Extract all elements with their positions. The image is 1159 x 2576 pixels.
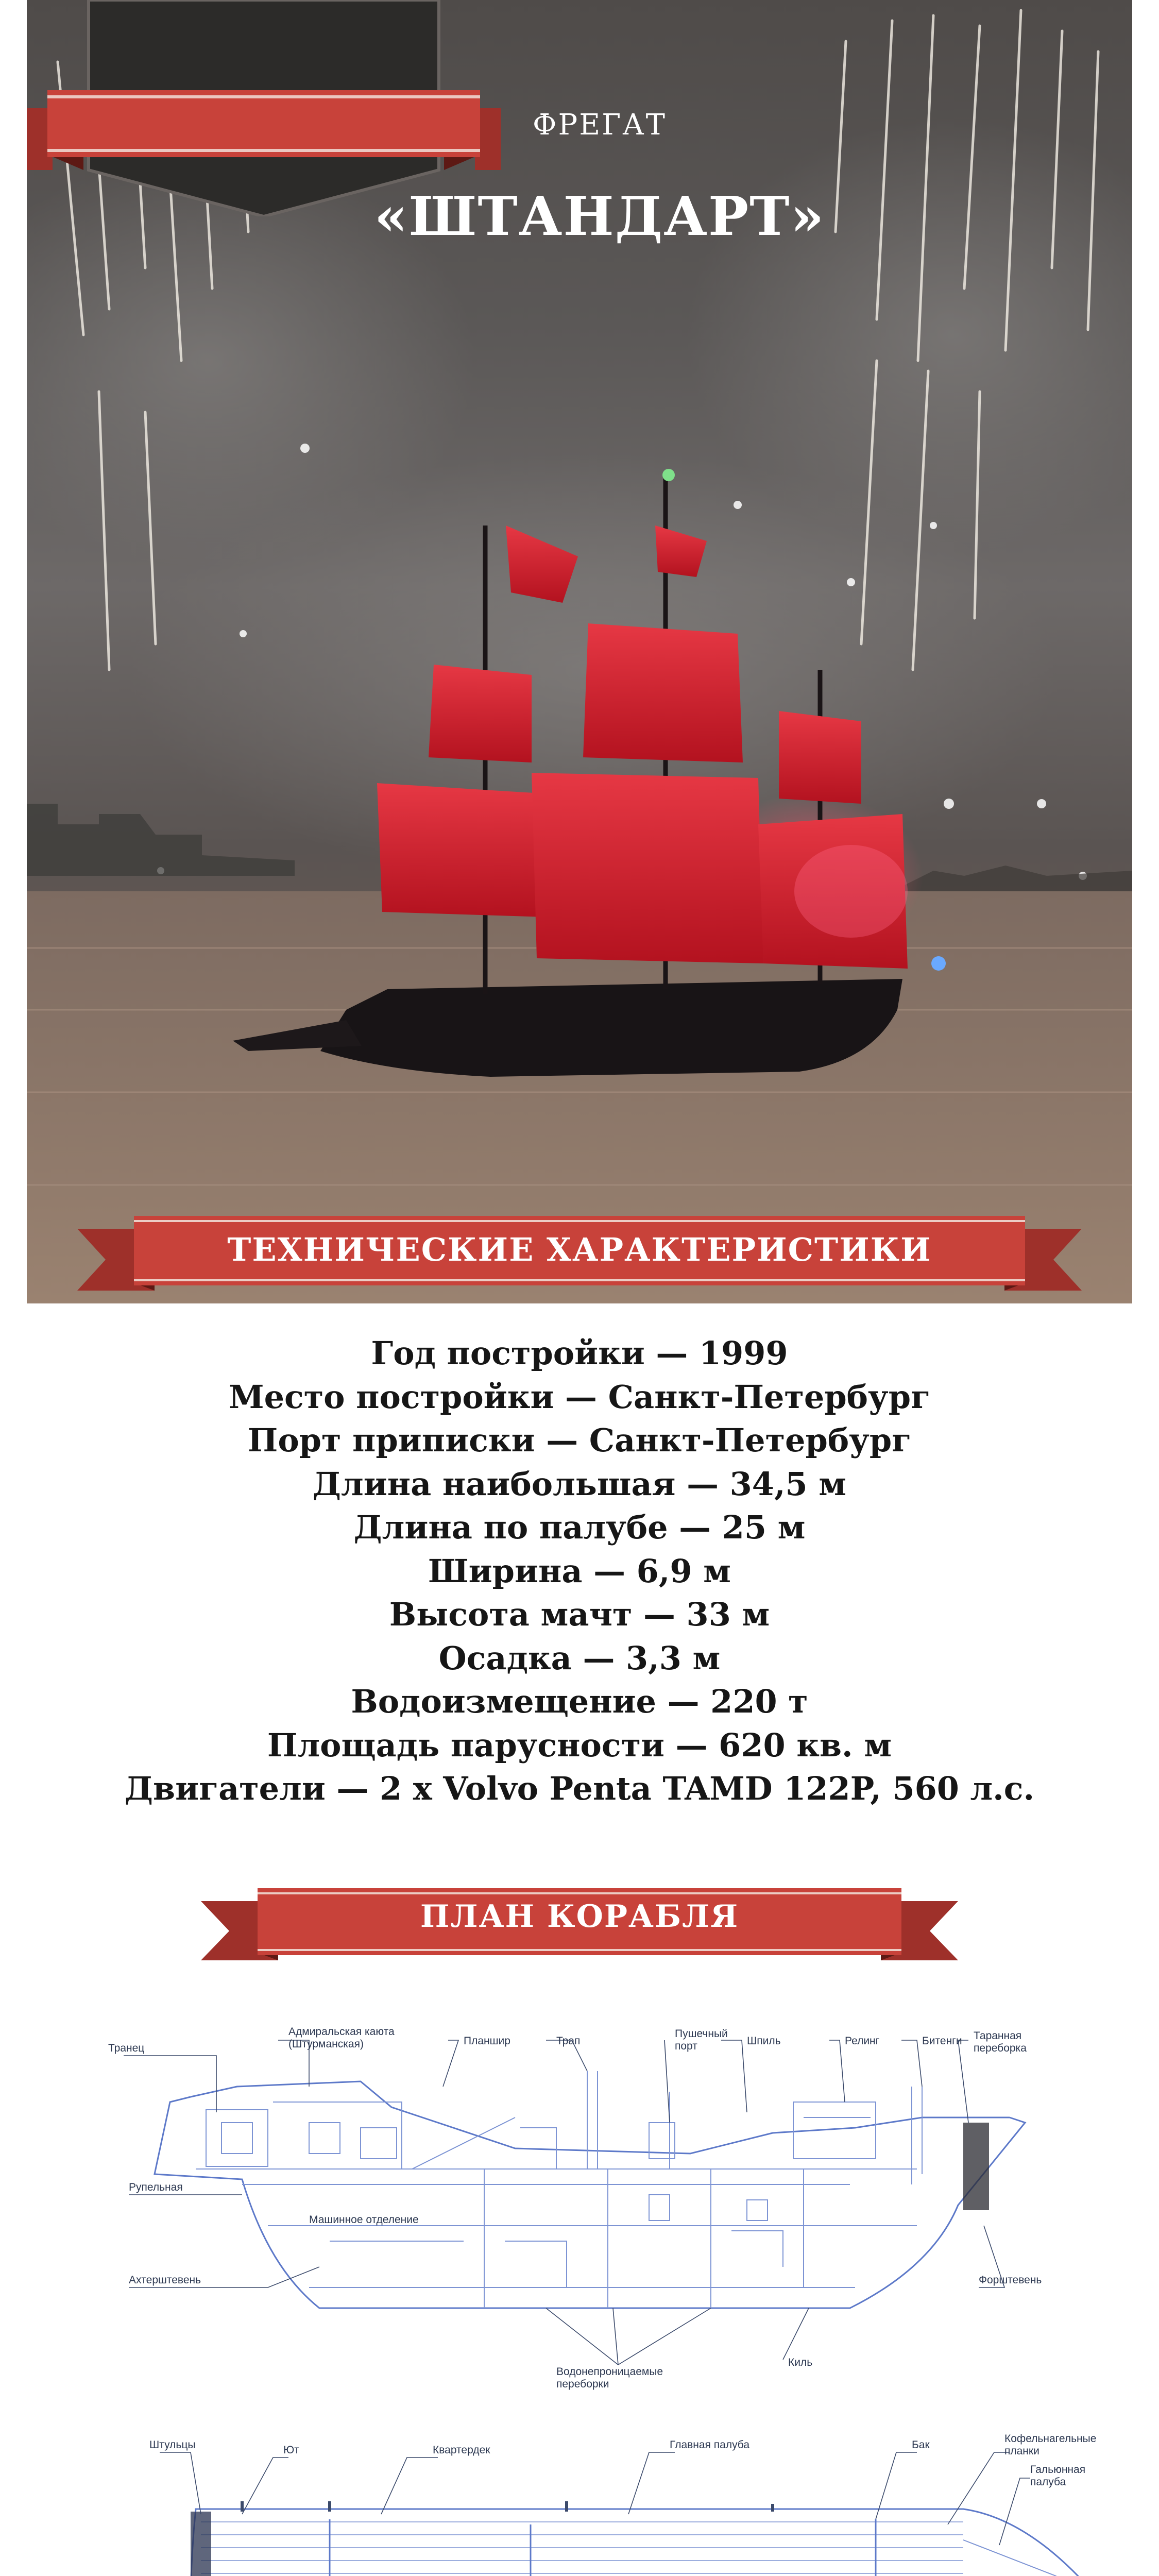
label-gun-port: Пушечный (675, 2028, 728, 2040)
specs-header-ribbon (77, 1206, 1082, 1303)
label-bulkheads-sub: переборки (556, 2378, 609, 2390)
label-rupelnaya: Рупельная (129, 2181, 183, 2193)
label-bitengi: Битенги (922, 2035, 962, 2047)
label-admiral-cabin: Адмиральская каюта (288, 2026, 395, 2038)
plate-word: ФРЕГАТ (533, 108, 667, 142)
specs-header-text: ТЕХНИЧЕСКИЕ ХАРАКТЕРИСТИКИ (227, 1230, 932, 1268)
label-main-deck: Главная палуба (670, 2439, 750, 2451)
label-tranets: Транец (108, 2042, 145, 2054)
label-forecastle: Бак (912, 2439, 930, 2451)
label-collision-bulkhead-sub: переборка (974, 2042, 1027, 2054)
label-shtultsy-top: Штульцы (149, 2439, 196, 2451)
plan-header-ribbon (201, 1875, 958, 1968)
top-view-labels (0, 2421, 1159, 2576)
spec-year: Год постройки — 1999 (371, 1334, 788, 1372)
label-collision-bulkhead: Таранная (974, 2030, 1022, 2042)
label-shpil: Шпиль (747, 2035, 781, 2047)
label-pin-rails-sub: планки (1004, 2445, 1039, 2457)
spec-length-overall: Длина наибольшая — 34,5 м (312, 1465, 847, 1503)
specs-list (0, 1332, 1159, 1811)
label-stem: Форштевень (979, 2274, 1042, 2286)
label-head-deck-sub: палуба (1030, 2476, 1066, 2488)
label-gun-port-sub: порт (675, 2040, 697, 2052)
label-sternpost: Ахтерштевень (129, 2274, 201, 2286)
plan-top-view (0, 2421, 1159, 2576)
label-quarterdeck: Квартердек (433, 2444, 490, 2456)
spec-displacement: Водоизмещение — 220 т (351, 1683, 808, 1720)
spec-sail-area: Площадь парусности — 620 кв. м (267, 1726, 892, 1764)
hero-image (27, 0, 1132, 1303)
label-pin-rails: Кофельнагельные (1004, 2433, 1097, 2445)
label-keel: Киль (788, 2357, 813, 2368)
spec-width: Ширина — 6,9 м (428, 1552, 731, 1590)
label-trap: Трап (556, 2035, 581, 2047)
label-bulkheads: Водонепроницаемые (556, 2366, 663, 2378)
side-view-labels (0, 1999, 1159, 2391)
plan-header-text: ПЛАН КОРАБЛЯ (420, 1899, 739, 1935)
spec-draft: Осадка — 3,3 м (438, 1639, 721, 1677)
label-reling: Релинг (845, 2035, 880, 2047)
spec-deck-length: Длина по палубе — 25 м (353, 1509, 806, 1546)
label-head-deck: Гальюнная (1030, 2464, 1086, 2476)
plan-side-view (0, 1999, 1159, 2391)
spec-home-port: Порт приписки — Санкт-Петербург (247, 1421, 912, 1459)
label-engine-room: Машинное отделение (309, 2214, 419, 2226)
spec-engines: Двигатели — 2 x Volvo Penta TAMD 122P, 560 л.с. (124, 1770, 1035, 1807)
spec-build-place: Место постройки — Санкт-Петербург (228, 1378, 931, 1416)
spec-mast-height: Высота мачт — 33 м (389, 1596, 770, 1633)
label-admiral-cabin-sub: (Штурманская) (288, 2038, 364, 2050)
ship-name: «ШТАНДАРТ» (374, 184, 825, 248)
label-poop-deck: Ют (283, 2444, 299, 2456)
label-planshir: Планшир (464, 2035, 510, 2047)
